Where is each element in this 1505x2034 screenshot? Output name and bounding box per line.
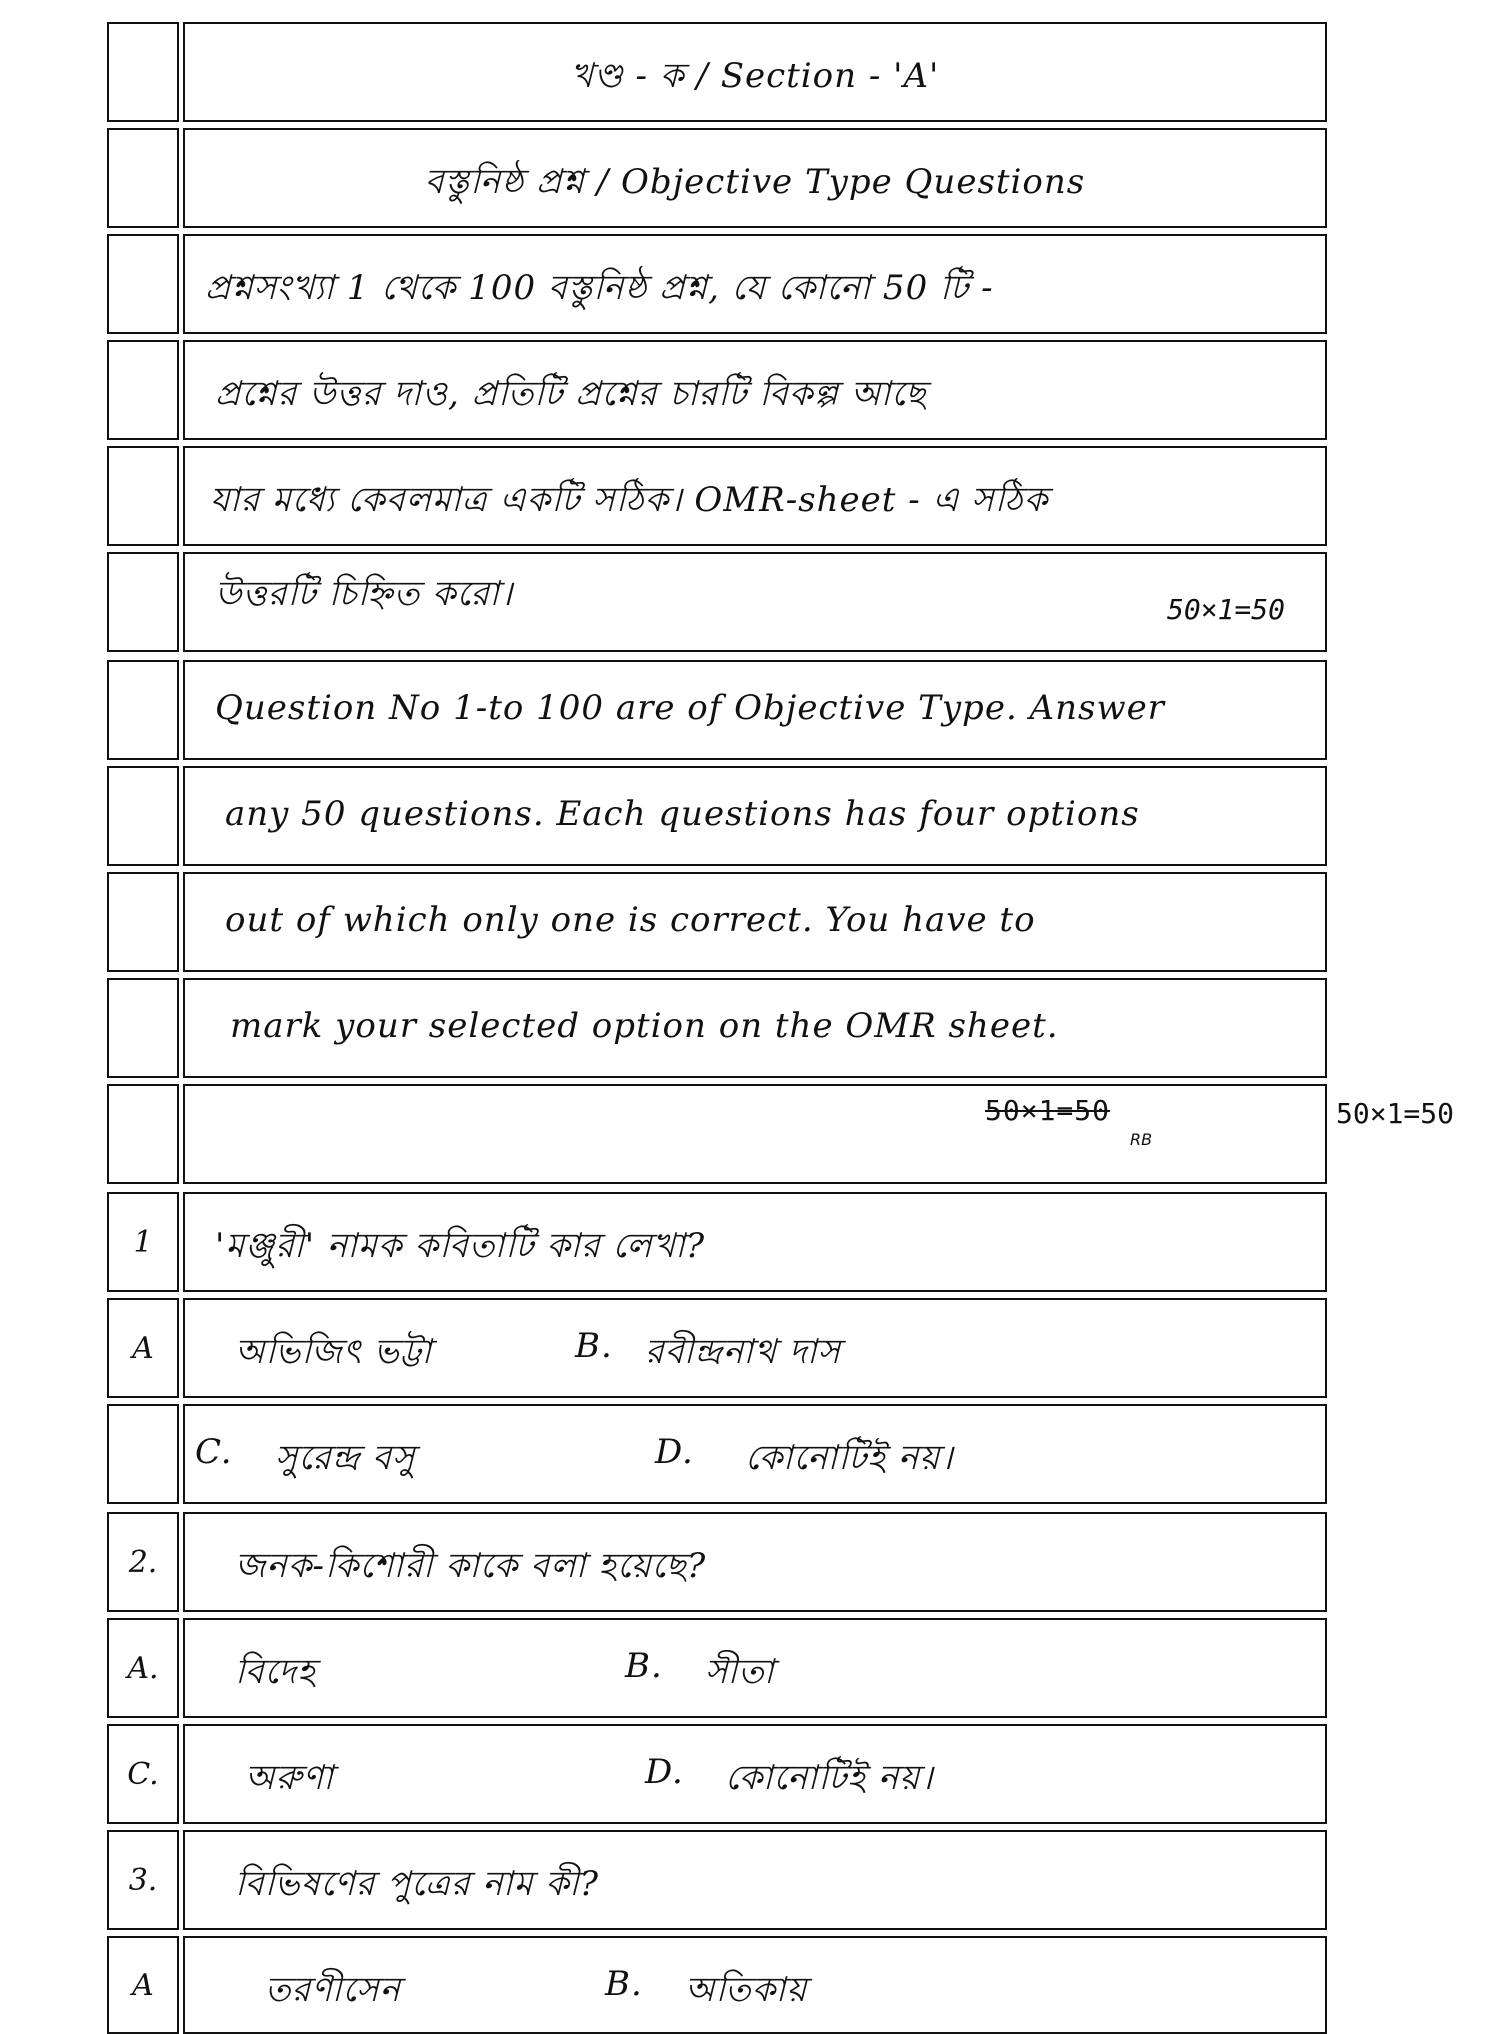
- number-cell: [107, 446, 179, 546]
- text-cell: [183, 234, 1327, 334]
- question-row: [107, 1512, 1327, 1612]
- option-c-text: সুরেন্দ্র বসু: [275, 1438, 416, 1478]
- row-section-header: [107, 22, 1327, 122]
- option-a-text: বিদেহ: [235, 1652, 317, 1692]
- row-english-instruction: [107, 766, 1327, 866]
- option-c-text: অরুণা: [245, 1758, 334, 1798]
- question-text: বিভিষণের পুত্রের নাম কী?: [235, 1864, 600, 1904]
- option-label: A: [107, 1298, 179, 1398]
- row-english-instruction: [107, 872, 1327, 972]
- text-cell: [183, 340, 1327, 440]
- bengali-instruction-line: প্রশ্নসংখ্যা 1 থেকে 100 বস্তুনিষ্ঠ প্রশ্ন, যে কোনো 50 টি -: [205, 268, 994, 308]
- question-text: জনক-কিশোরী কাকে বলা হয়েছে?: [235, 1546, 707, 1586]
- option-b-label: B.: [605, 1964, 643, 2004]
- bengali-instruction-line: যার মধ্যে কেবলমাত্র একটি সঠিক। OMR-sheet - এ সঠিক: [210, 480, 1049, 520]
- bengali-instruction-line: প্রশ্নের উত্তর দাও, প্রতিটি প্রশ্নের চারটি বিকল্প আছে: [215, 374, 927, 414]
- number-cell: [107, 234, 179, 334]
- option-cell: [183, 1618, 1327, 1718]
- row-marks: [107, 1084, 1327, 1184]
- option-b-text: সীতা: [705, 1652, 775, 1692]
- english-instruction-line: Question No 1-to 100 are of Objective Type. Answer: [215, 688, 1165, 728]
- option-d-text: কোনোটিই নয়।: [745, 1438, 954, 1478]
- bengali-instruction-line: উত্তরটি চিহ্নিত করো।: [215, 574, 514, 614]
- text-cell: [183, 978, 1327, 1078]
- option-cell: [183, 1298, 1327, 1398]
- option-cell: [183, 1936, 1327, 2034]
- option-d-label: D.: [645, 1752, 684, 1792]
- question-row: [107, 1192, 1327, 1292]
- english-instruction-line: mark your selected option on the OMR sheet.: [230, 1006, 1059, 1046]
- option-c-label: C.: [195, 1432, 233, 1472]
- section-header: খণ্ড - ক / Section - 'A': [570, 56, 940, 96]
- question-row: [107, 1830, 1327, 1930]
- number-cell: [107, 766, 179, 866]
- row-english-instruction: [107, 978, 1327, 1078]
- row-english-instruction: [107, 660, 1327, 760]
- text-cell: [183, 766, 1327, 866]
- option-row: [107, 1724, 1327, 1824]
- option-b-text: রবীন্দ্রনাথ দাস: [645, 1332, 842, 1372]
- question-number: 2.: [107, 1512, 179, 1612]
- text-cell: [183, 128, 1327, 228]
- initials: RB: [1130, 1130, 1153, 1149]
- option-b-text: অতিকায়: [685, 1970, 808, 2010]
- number-cell: [107, 1084, 179, 1184]
- number-cell: [107, 872, 179, 972]
- option-row: [107, 1936, 1327, 2034]
- question-number: 3.: [107, 1830, 179, 1930]
- option-cell: [183, 1404, 1327, 1504]
- bengali-marks: 50×1=50: [1166, 593, 1285, 626]
- english-instruction-line: any 50 questions. Each questions has four options: [225, 794, 1140, 834]
- text-cell: [183, 1084, 1327, 1184]
- question-cell: [183, 1830, 1327, 1930]
- text-cell: [183, 552, 1327, 652]
- option-b-label: B.: [625, 1646, 663, 1686]
- row-objective-header: [107, 128, 1327, 228]
- option-a-text: অভিজিৎ ভট্টা: [235, 1332, 433, 1372]
- option-label: A.: [107, 1618, 179, 1718]
- option-d-label: D.: [655, 1432, 694, 1472]
- text-cell: [183, 660, 1327, 760]
- english-instruction-line: out of which only one is correct. You have to: [225, 900, 1036, 940]
- option-row: [107, 1404, 1327, 1504]
- number-cell: [107, 978, 179, 1078]
- text-cell: [183, 872, 1327, 972]
- question-cell: [183, 1192, 1327, 1292]
- objective-header: বস্তুনিষ্ঠ প্রশ্ন / Objective Type Questions: [424, 162, 1086, 202]
- option-d-text: কোনোটিই নয়।: [725, 1758, 934, 1798]
- row-bengali-instruction: [107, 446, 1327, 546]
- number-cell: [107, 552, 179, 652]
- number-cell: [107, 340, 179, 440]
- number-cell: [107, 1404, 179, 1504]
- row-bengali-instruction: [107, 552, 1327, 652]
- number-cell: [107, 22, 179, 122]
- number-cell: [107, 660, 179, 760]
- question-text: 'মঞ্জুরী' নামক কবিতাটি কার লেখা?: [215, 1226, 706, 1266]
- option-a-text: তরণীসেন: [265, 1970, 401, 2010]
- text-cell: [183, 446, 1327, 546]
- question-cell: [183, 1512, 1327, 1612]
- text-cell: [183, 22, 1327, 122]
- row-bengali-instruction: [107, 234, 1327, 334]
- row-bengali-instruction: [107, 340, 1327, 440]
- option-row: [107, 1618, 1327, 1718]
- option-cell: [183, 1724, 1327, 1824]
- margin-marks: 50×1=50: [1336, 1097, 1455, 1130]
- question-number: 1: [107, 1192, 179, 1292]
- struck-marks: 50×1=50: [985, 1094, 1111, 1127]
- number-cell: [107, 128, 179, 228]
- option-label: A: [107, 1936, 179, 2034]
- option-row: [107, 1298, 1327, 1398]
- option-label: C.: [107, 1724, 179, 1824]
- option-b-label: B.: [575, 1326, 613, 1366]
